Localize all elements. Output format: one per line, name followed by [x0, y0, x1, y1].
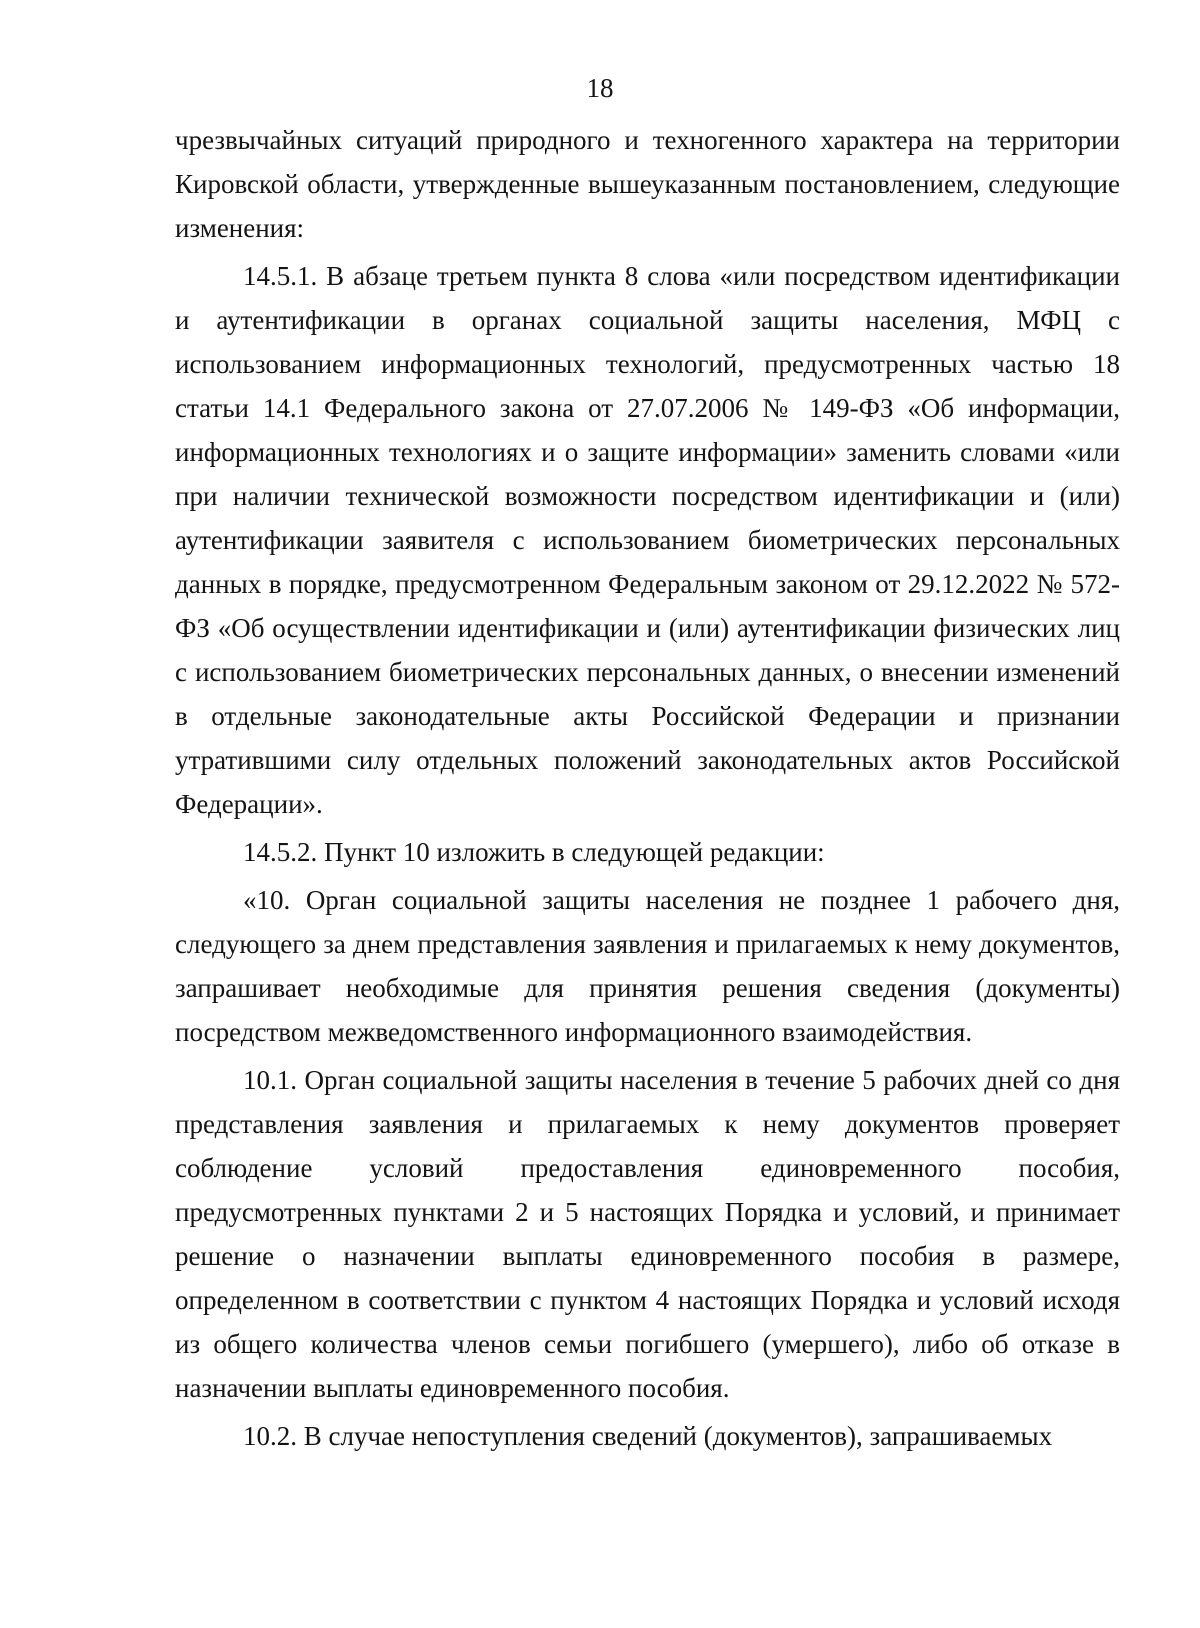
paragraph-10: «10. Орган социальной защиты населения не позднее 1 рабочего дня, следующего за днем представления заявления и прилагаемых к нему документов, запрашивает необходимые для принятия решения сведения (документы) посредством межведомственного информационного взаимодействия. [175, 885, 1120, 1047]
paragraph-continuation: чрезвычайных ситуаций природного и техногенного характера на территории Кировской области, утвержденные вышеуказанным постановлением, следующие изменения: [175, 125, 1120, 243]
page-number: 18 [586, 73, 614, 103]
paragraph-10-1: 10.1. Орган социальной защиты населения в течение 5 рабочих дней со дня представления заявления и прилагаемых к нему документов проверяет соблюдение условий предоставления единовременного пособия, предусмотренных пунктами 2 и 5 настоящих Порядка и условий, и принимает решение о назначении выплаты единовременного пособия в размере, определенном в соответствии с пунктом 4 настоящих Порядка и условий исходя из общего количества членов семьи погибшего (умершего), либо об отказе в назначении выплаты единовременного пособия. [175, 1065, 1120, 1403]
document-body [175, 118, 1120, 1462]
paragraph-14-5-1: 14.5.1. В абзаце третьем пункта 8 слова «или посредством идентификации и аутентификации в органах социальной защиты населения, МФЦ с использованием информационных технологий, предусмотренных частью 18 статьи 14.1 Федерального закона от 27.07.2006 № 149-ФЗ «Об информации, информационных технологиях и о защите информации» заменить словами «или при наличии технической возможности посредством идентификации и (или) аутентификации заявителя с использованием биометрических персональных данных в порядке, предусмотренном Федеральным законом от 29.12.2022 № 572-ФЗ «Об осуществлении идентификации и (или) аутентификации физических лиц с использованием биометрических персональных данных, о внесении изменений в отдельные законодательные акты Российской Федерации и признании утратившими силу отдельных положений законодательных актов Российской Федерации». [175, 261, 1120, 819]
paragraph-14-5-2: 14.5.2. Пункт 10 изложить в следующей редакции: [243, 837, 825, 867]
paragraph-10-2: 10.2. В случае непоступления сведений (документов), запрашиваемых [243, 1421, 1053, 1451]
